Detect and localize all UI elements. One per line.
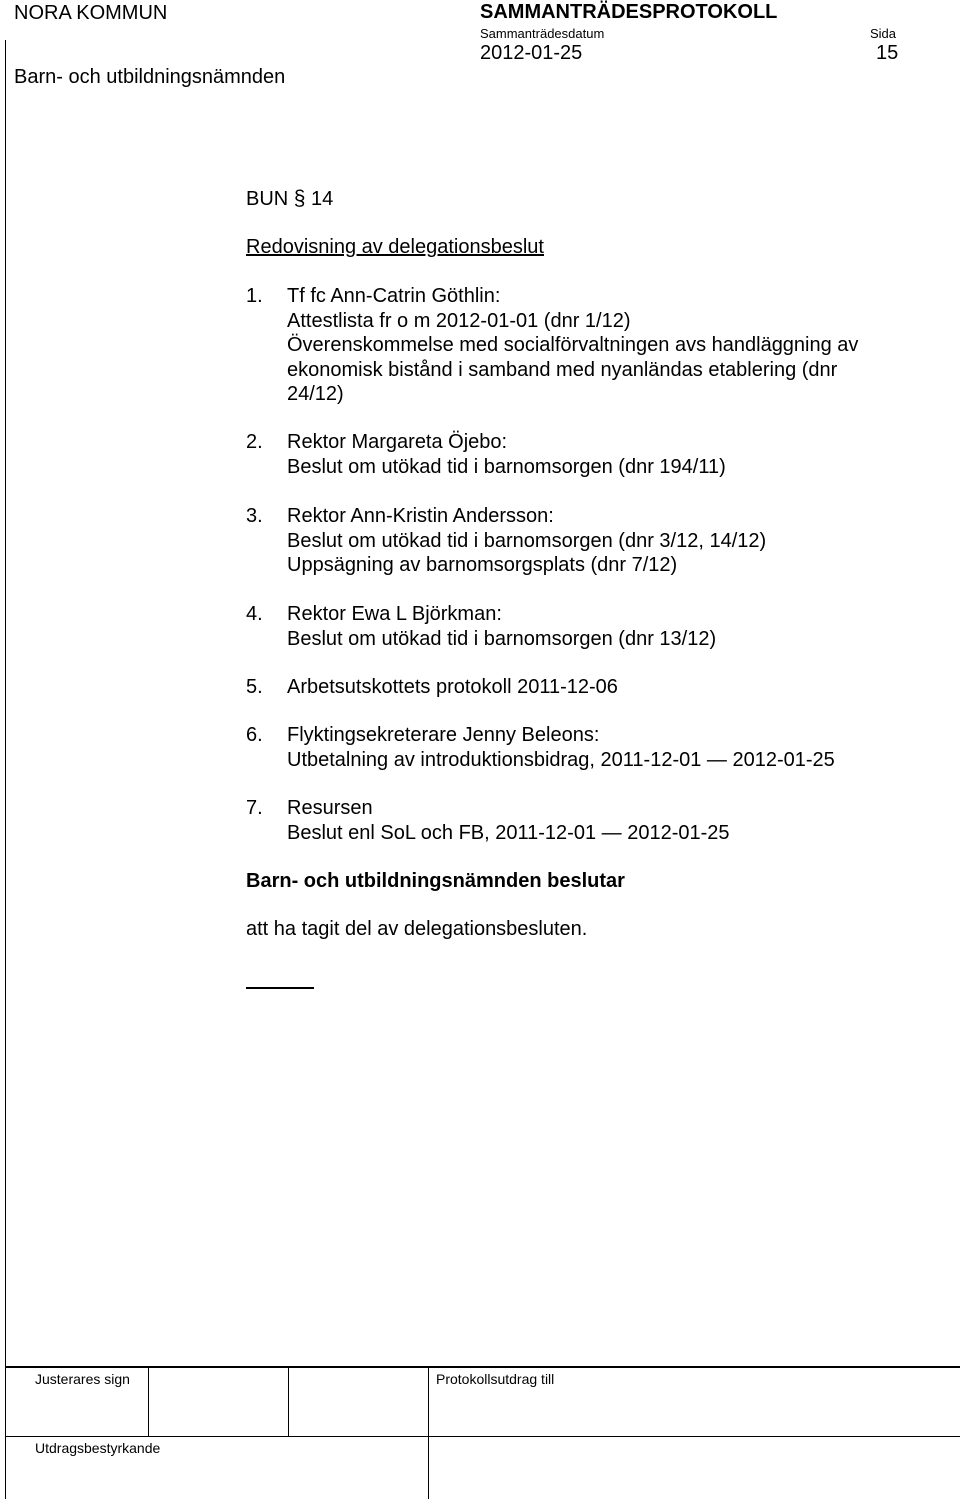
decision-text: att ha tagit del av delegationsbesluten. <box>246 918 588 940</box>
list-item-line: Rektor Margareta Öjebo: <box>287 431 508 453</box>
section-title: Redovisning av delegationsbeslut <box>246 236 544 258</box>
footer-divider <box>288 1367 289 1437</box>
extract-to-label: Protokollsutdrag till <box>436 1371 555 1387</box>
document-type: SAMMANTRÄDESPROTOKOLL <box>480 1 778 23</box>
list-item-number: 5. <box>246 676 263 698</box>
list-item-number: 4. <box>246 603 263 625</box>
footer-divider <box>148 1367 149 1437</box>
list-item-line: Attestlista fr o m 2012-01-01 (dnr 1/12) <box>287 309 631 332</box>
section-heading <box>246 187 333 212</box>
list-item-line: ekonomisk bistånd i samband med nyanländas etablering (dnr <box>287 358 838 381</box>
page-number: 15 <box>876 42 899 64</box>
section-number: 14 <box>311 188 334 210</box>
left-margin-rule <box>5 40 6 1499</box>
section-prefix: BUN <box>246 188 289 210</box>
decision-heading: Barn- och utbildningsnämnden beslutar <box>246 870 625 892</box>
list-item-line: Rektor Ann-Kristin Andersson: <box>287 505 554 527</box>
list-item-line: Beslut om utökad tid i barnomsorgen (dnr 13/12) <box>287 627 717 650</box>
footer-divider <box>428 1367 429 1499</box>
list-item-line: Utbetalning av introduktionsbidrag, 2011-12-01 — 2012-01-25 <box>287 748 835 771</box>
list-item-line: Resursen <box>287 797 373 819</box>
section-sign: § <box>293 187 306 210</box>
list-item-line: Tf fc Ann-Catrin Göthlin: <box>287 285 501 307</box>
list-item-line: Uppsägning av barnomsorgsplats (dnr 7/12) <box>287 554 678 576</box>
list-item-line: Beslut om utökad tid i barnomsorgen (dnr 194/11) <box>287 455 726 478</box>
list-item-number: 1. <box>246 285 263 307</box>
certified-by-label: Utdragsbestyrkande <box>35 1440 161 1456</box>
list-item-number: 7. <box>246 797 263 819</box>
adjuster-sign-label: Justerares sign <box>35 1371 130 1387</box>
date-label: Sammanträdesdatum <box>480 26 605 41</box>
list-item-number: 6. <box>246 724 263 746</box>
committee-name: Barn- och utbildningsnämnden <box>14 66 286 88</box>
end-rule <box>246 987 314 989</box>
list-item-line: Flyktingsekreterare Jenny Beleons: <box>287 724 600 746</box>
list-item-line: Överenskommelse med socialförvaltningen avs handläggning av <box>287 334 859 356</box>
list-item-line: Beslut enl SoL och FB, 2011-12-01 — 2012-01-25 <box>287 821 730 844</box>
meeting-date: 2012-01-25 <box>480 42 583 64</box>
list-item-line: Arbetsutskottets protokoll 2011-12-06 <box>287 676 618 698</box>
list-item-line: 24/12) <box>287 383 344 405</box>
list-item-line: Rektor Ewa L Björkman: <box>287 603 502 625</box>
organization-name: NORA KOMMUN <box>14 2 168 24</box>
page-label: Sida <box>870 26 897 41</box>
list-item-number: 2. <box>246 431 263 453</box>
list-item-line: Beslut om utökad tid i barnomsorgen (dnr 3/12, 14/12) <box>287 529 767 552</box>
list-item-number: 3. <box>246 505 263 527</box>
